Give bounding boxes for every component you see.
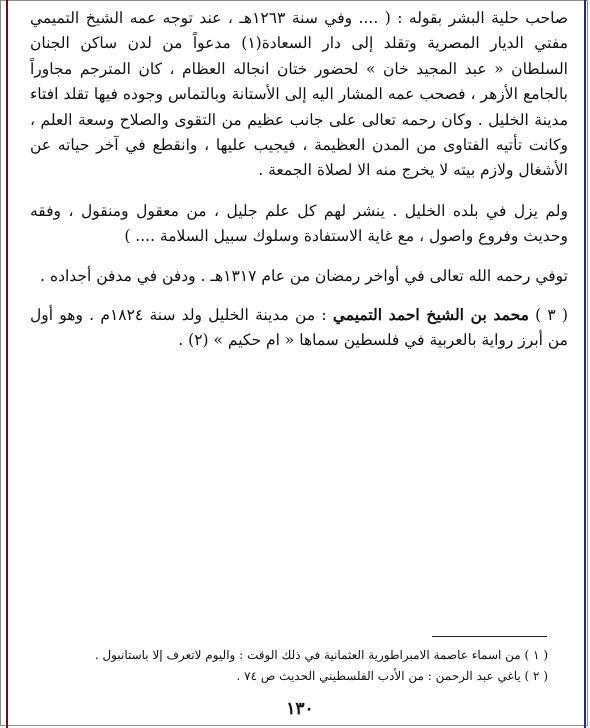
entry-text: : من مدينة الخليل ولد سنة ١٨٢٤م . وهو أول من أبرز رواية بالعربية في فلسطين سماها « ام حكيم » (٢) . [30,306,568,350]
paragraph-2: ولم يزل في بلده الخليل . ينشر لهم كل علم جليل ، من معقول ومنقول ، وفقه وحديث وفروع واصول ، مع غاية الاستفادة وسلوك سبيل السلامة .... ) [30,201,568,246]
right-edge-line [584,0,586,728]
footnotes [40,645,548,687]
paragraph-3: توفي رحمه الله تعالى في أواخر رمضان من عام ١٣١٧هـ . ودفن في مدفن أجداده . [40,266,568,285]
document-body [30,6,568,354]
page-number: ١٣٠ [286,699,314,719]
paragraph-4 [30,302,568,354]
entry-name: محمد بن الشيخ احمد التميمي [332,305,529,325]
footnote-1: ( ١ ) من اسماء عاصمة الامبراطورية العثمانية في ذلك الوقت : واليوم لاتعرف إلا باستانبول . [94,648,548,662]
left-edge-line [6,0,8,728]
footnote-2: ( ٢ ) ياغي عبد الرحمن : من الأدب الفلسطيني الحديث ص ٧٤ . [236,669,548,683]
footnote-separator [432,636,547,637]
entry-number: ( ٣ ) [528,306,569,325]
paragraph-1: صاحب حلية البشر بقوله : ( .... وفي سنة ١٢٦٣هـ ، عند توجه عمه الشيخ التميمي مفتي الديار المصرية وتقلد إلى دار السعادة(١) مدعواً من لدن ساكن الجنان السلطان « عبد المجيد خان » لحضور ختان انجاله العظام ، كان المترجم مجاوراً بالجامع الأزهر ، فصحب عمه المشار اليه إلى الأستانة وبالتماس وجوده فيها تقلد افتاء مدينة الخليل . وكان رحمه تعالى على جانب عظيم من التقوى والصلاح وسعة العلم ، وكانت تأتيه الفتاوى من المدن العظيمة ، فيجيب عليها ، وانقطع في آخر حياته عن الأشغال ولازم بيته لا يخرج منه الا لصلاة الجمعة . [30,9,568,180]
